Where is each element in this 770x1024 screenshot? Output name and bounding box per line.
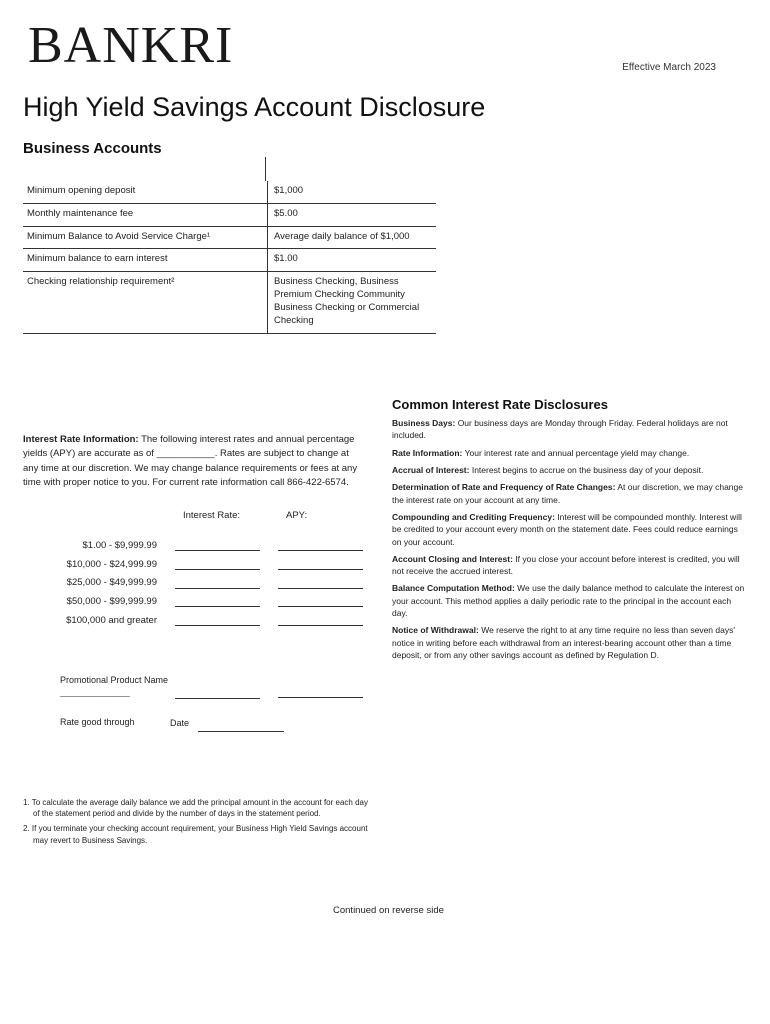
interest-rate-blank[interactable] xyxy=(175,606,260,607)
table-row xyxy=(23,226,436,249)
balance-tier-label: $25,000 - $49,999.99 xyxy=(66,577,157,588)
term-label: Minimum balance to earn interest xyxy=(23,249,268,272)
balance-tier-label: $100,000 and greater xyxy=(66,615,157,626)
common-disclosures-title: Common Interest Rate Disclosures xyxy=(392,397,609,412)
disclosure-text: At our discretion, we may change the interest rate on your account at any time. xyxy=(392,482,743,505)
disclosure-text: We reserve the right to at any time require no less than seven days' notice in writing before each withdrawal from an interest-bearing account other than a time deposit, or from any other savings account as defined by Regulation D. xyxy=(392,625,735,660)
promo-interest-rate-blank[interactable] xyxy=(175,698,260,699)
disclosure-item xyxy=(392,553,746,578)
disclosure-text: We use the daily balance method to calculate the interest on your account. This method applies a daily periodic rate to the principal in the account each day. xyxy=(392,583,745,619)
disclosure-term: Accrual of Interest: xyxy=(392,464,470,475)
section-subtitle: Business Accounts xyxy=(23,140,162,157)
rate-information-heading: Interest Rate Information: xyxy=(23,434,139,445)
term-label: Checking relationship requirement² xyxy=(23,272,268,333)
term-value: Business Checking, Business Premium Checking Community Business Checking or Commercial Checking xyxy=(268,272,437,333)
disclosure-term: Compounding and Crediting Frequency: xyxy=(392,511,555,522)
footnote: 1. To calculate the average daily balance we add the principal amount in the account for each day of the statement period and divide by the number of days in the statement period. xyxy=(23,798,368,819)
interest-rate-column-header: Interest Rate: xyxy=(183,510,241,521)
table-row xyxy=(23,249,436,272)
apy-blank[interactable] xyxy=(278,625,363,626)
apy-blank[interactable] xyxy=(278,606,363,607)
apy-blank[interactable] xyxy=(278,550,363,551)
common-disclosures-list xyxy=(392,417,746,666)
term-value: $1.00 xyxy=(268,249,437,272)
term-value: $5.00 xyxy=(268,203,437,226)
disclosure-item xyxy=(392,464,746,476)
disclosure-term: Balance Computation Method: xyxy=(392,583,515,594)
footnote: 2. If you terminate your checking account requirement, your Business High Yield Savings account may revert to Business Savings. xyxy=(23,824,368,845)
promotional-product-blank[interactable]: ____________________ xyxy=(60,688,129,697)
disclosure-item xyxy=(392,511,746,548)
date-blank[interactable] xyxy=(198,731,284,732)
rate-information-paragraph xyxy=(23,433,363,490)
table-row xyxy=(23,272,436,333)
disclosure-item xyxy=(392,481,746,506)
balance-tier-label: $50,000 - $99,999.99 xyxy=(66,596,157,607)
promotional-product-label: Promotional Product Name xyxy=(60,675,169,685)
apy-blank[interactable] xyxy=(278,569,363,570)
effective-date: Effective March 2023 xyxy=(622,62,716,73)
bankri-logo: BANKRI xyxy=(28,17,234,74)
term-label: Minimum Balance to Avoid Service Charge¹ xyxy=(23,226,268,249)
table-row xyxy=(23,181,436,203)
interest-rate-blank[interactable] xyxy=(175,588,260,589)
disclosure-item xyxy=(392,417,746,442)
balance-tier-label: $1.00 - $9,999.99 xyxy=(82,540,157,551)
term-label: Monthly maintenance fee xyxy=(23,203,268,226)
date-label: Date xyxy=(170,718,190,728)
disclosure-text: Our business days are Monday through Friday. Federal holidays are not included. xyxy=(392,418,728,441)
disclosure-term: Business Days: xyxy=(392,418,456,428)
promo-apy-blank[interactable] xyxy=(278,697,363,698)
disclosure-term: Notice of Withdrawal: xyxy=(392,625,479,636)
account-terms-table xyxy=(23,181,436,334)
page-title: High Yield Savings Account Disclosure xyxy=(23,92,486,122)
rate-information-text: The following interest rates and annual percentage yields (APY) are accurate as of ___________. Rates are subject to change at any time at our discretion. We may change balance requirements or fees at any time with proper notice to you. For current rate information call 866-422-6574. xyxy=(23,434,358,488)
term-label: Minimum opening deposit xyxy=(23,181,268,203)
continued-note: Continued on reverse side xyxy=(333,905,444,916)
disclosure-text: Interest begins to accrue on the business day of your deposit. xyxy=(471,464,704,475)
rate-good-through-label: Rate good through xyxy=(60,717,135,727)
apy-column-header: APY: xyxy=(286,510,308,521)
disclosure-text: Interest will be compounded monthly. Interest will be credited to your account every month on the statement date. Fees could reduce earnings on your account. xyxy=(392,511,742,547)
interest-rate-blank[interactable] xyxy=(175,625,260,626)
disclosure-text: If you close your account before interest is credited, you will not receive the accrued interest. xyxy=(392,553,740,577)
interest-rate-blank[interactable] xyxy=(175,550,260,551)
footnotes xyxy=(23,797,368,850)
disclosure-item xyxy=(392,582,746,619)
apy-blank[interactable] xyxy=(278,588,363,589)
disclosure-item xyxy=(392,624,746,661)
disclosure-term: Rate Information: xyxy=(392,447,463,458)
disclosure-item xyxy=(392,447,746,459)
interest-rate-blank[interactable] xyxy=(175,569,260,570)
disclosure-term: Determination of Rate and Frequency of Rate Changes: xyxy=(392,482,616,493)
table-row xyxy=(23,203,436,226)
disclosure-term: Account Closing and Interest: xyxy=(392,553,513,564)
term-value: Average daily balance of $1,000 xyxy=(268,226,437,249)
balance-tier-label: $10,000 - $24,999.99 xyxy=(66,559,157,570)
table-divider-tick xyxy=(265,157,266,181)
term-value: $1,000 xyxy=(268,181,437,203)
disclosure-text: Your interest rate and annual percentage yield may change. xyxy=(464,447,690,458)
